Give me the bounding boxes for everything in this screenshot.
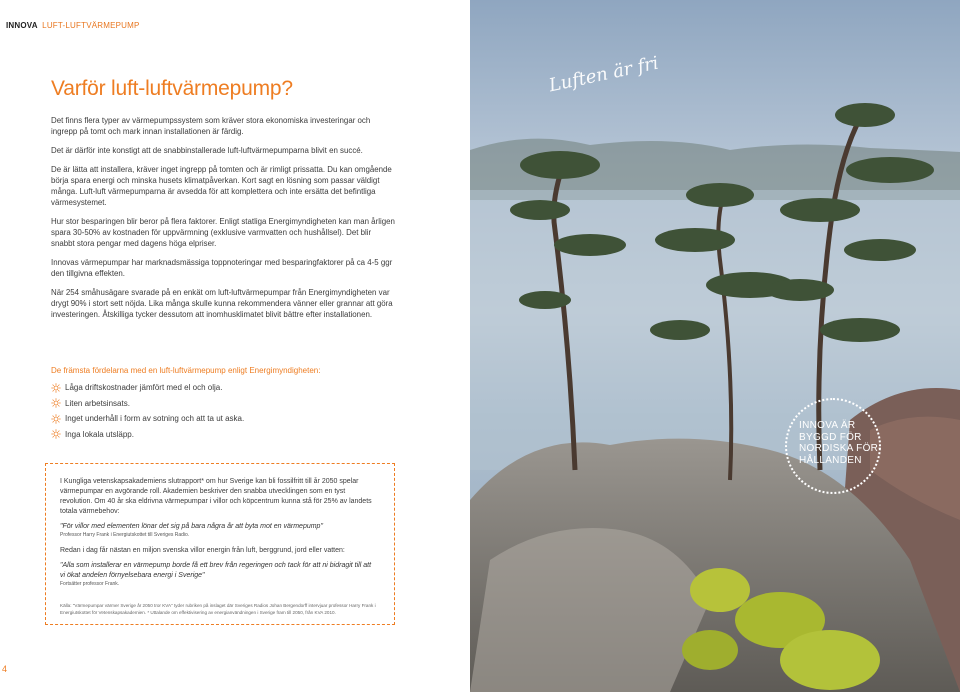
paragraph: Det är därför inte konstigt att de snabbinstallerade luft-luftvärmepumparna blivit en succé. [51, 146, 363, 155]
advantage-text: Inga lokala utsläpp. [65, 429, 134, 439]
quote-source: Fortsätter professor Frank. [60, 581, 120, 587]
sun-icon [51, 414, 61, 424]
sun-icon [51, 398, 61, 408]
page-title: Varför luft-luftvärmepump? [51, 77, 293, 100]
paragraph: När 254 småhusägare svarade på en enkät om luft-luftvärmepumpar från Energimyndigheten var drygt 90% i stort sett nöjda. Lika många skulle kunna rekommendera vänner eller grannar att göra investeringen. Åtskilliga tycker dessutom att inomhusklimatet blivit bättre efter installationen. [51, 288, 393, 319]
paragraph: Det finns flera typer av värmepumpssystem som kräver stora ekonomiska investeringar och ingrepp på tomt och mark innan installationen är färdig. [51, 116, 371, 136]
list-item [51, 411, 244, 427]
box-paragraph: Redan i dag får nästan en miljon svenska villor energin från luft, berggrund, jord eller vatten: [60, 547, 345, 554]
section-name: LUFT-LUFTVÄRMEPUMP [42, 21, 140, 30]
footnote: Källa: "Värmepumpar värmer Sverige år 2050 tror KVA" tyder rubriken på inslaget där Sveriges Radios Johan Bergendorff intervjuar professor Harry Frank i Energiutskottet för Vetenskapsakademien. * Uttalande om effektivisering av energianvändningen i Sverige fram till 2050, från KVA 2010. [60, 603, 376, 615]
list-item [51, 427, 244, 443]
advantages-list [51, 380, 244, 442]
sun-icon [51, 429, 61, 439]
list-item [51, 380, 244, 396]
landscape-photo [470, 0, 960, 692]
list-item [51, 396, 244, 412]
quote-source: Professor Harry Frank i Energiutskottet till Sveriges Radio. [60, 532, 190, 538]
page-number: 4 [2, 664, 8, 674]
badge-text: INNOVA ÄR BYGGD FÖR NORDISKA FÖR-HÅLLANDEN [799, 420, 882, 466]
quote: "Alla som installerar en värmepump borde få ett brev från regeringen och tack för att ni bidragit till att vi ökat andelen förnyelsebara energi i Sverige" [60, 562, 372, 579]
brand-name: INNOVA [6, 21, 38, 30]
sun-icon [51, 383, 61, 393]
info-box [45, 463, 395, 625]
body-text [51, 115, 397, 328]
paragraph: Hur stor besparingen blir beror på flera faktorer. Enligt statliga Energimyndigheten kan man årligen spara 30-50% av kostnaden för uppvärmning (exklusive varmvatten och hushållsel). Det blir snabbt stora pengar med dagens höga elpriser. [51, 217, 395, 248]
box-paragraph: I Kungliga vetenskapsakademiens slutrapport* om hur Sverige kan bli fossilfritt till år 2050 spelar värmepumpar en avgörande roll. Akademien beskriver den snabba utvecklingen som en tyst revolution. Om 40 år ska eldrivna värmepumpar i villor och köpcentrum kunna stå för 25% av landets totala värmebehov: [60, 478, 372, 515]
info-box-content [60, 477, 376, 595]
lake-pine-illustration [470, 0, 960, 692]
paragraph: Innovas värmepumpar har marknadsmässiga toppnoteringar med besparingfaktorer på ca 4-5 ggr den tillgivna effekten. [51, 258, 393, 278]
advantages-title: De främsta fördelarna med en luft-luftvärmepump enligt Energimyndigheten: [51, 366, 321, 375]
paragraph: De är lätta att installera, kräver inget ingrepp på tomten och är rimligt prissatta. Du kan omgående börja spara energi och minska husets klimatpåverkan. Kort sagt en lösning som passar väldigt många. Luft-luft värmepumparna är avsedda för att komplettera och inte ersätta det befintliga värmesystemet. [51, 165, 392, 207]
advantage-text: Inget underhåll i form av sotning och att ta ut aska. [65, 414, 245, 424]
script-tagline: Luften är fri [547, 52, 661, 97]
advantage-text: Liten arbetsinsats. [65, 398, 130, 408]
text-column [0, 0, 470, 692]
quote: "För villor med elementen lönar det sig på bara några år att byta mot en värmepump" [60, 523, 323, 530]
advantage-text: Låga driftskostnader jämfört med el och olja. [65, 383, 223, 393]
